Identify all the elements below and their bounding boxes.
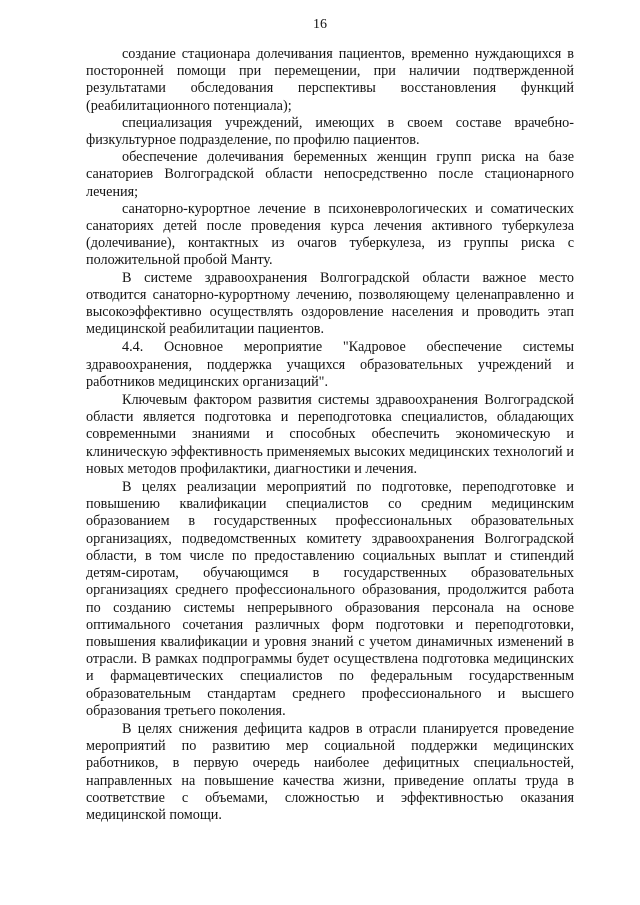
paragraph-specialization: специализация учреждений, имеющих в своем составе врачебно-физкультурное подразделение, по профилю пациентов. (86, 114, 574, 149)
paragraph-key-factor: Ключевым фактором развития системы здравоохранения Волгоградской области является подготовка и переподготовка специалистов, обладающих современными знаниями и способных обеспечить экономическую и клиническую эффективность применяемых высоких медицинских технологий и новых методов профилактики, диагностики и лечения. (86, 392, 574, 477)
paragraph-sanatorium-resort: В системе здравоохранения Волгоградской области важное место отводится санаторно-курортному лечению, позволяющему целенаправленно и высокоэффективно осуществлять оздоровление населения и проводить этап медицинской реабилитации пациентов. (86, 269, 574, 338)
paragraph-staff-deficit: В целях снижения дефицита кадров в отрасли планируется проведение мероприятий по развитию мер социальной поддержки медицинских работников, в первую очередь наиболее дефицитных специальностей, направленных на повышение качества жизни, приведение оплаты труда в соответствие с объемами, сложностью и эффективностью оказания медицинской помощи. (86, 720, 574, 823)
paragraph-sanatorium-children: санаторно-курортное лечение в психоневрологических и соматических санаториях детей после проведения курса лечения активного туберкулеза (долечивание), контактных из очагов туберкулеза, из группы риска с положительной пробой Манту. (86, 200, 574, 269)
paragraph-training-measures: В целях реализации мероприятий по подготовке, переподготовке и повышению квалификации специалистов со средним медицинским образованием в государственных профессиональных образовательных организациях, подведомственных комитету здравоохранения Волгоградской области, в том числе по предоставлению социальных выплат и стипендий детям-сиротам, обучающимся в государственных образовательных организациях среднего профессионального образования, продолжится работа по созданию системы непрерывного образования персонала на основе оптимального сочетания различных форм подготовки и переподготовки, повышения квалификации и уровня знаний с учетом динамичных изменений в отрасли. В рамках подпрограммы будет осуществлена подготовка медицинских и фармацевтических специалистов по федеральным государственным образовательным стандартам среднего профессионального и высшего образования третьего поколения. (86, 479, 574, 719)
paragraph-stationary-aftercare: создание стационара долечивания пациентов, временно нуждающихся в посторонней помощи при перемещении, при наличии подтвержденной результатами обследования перспективы восстановления функций (реабилитационного потенциала); (86, 46, 574, 114)
document-body (86, 46, 574, 824)
paragraph-pregnant-aftercare: обеспечение долечивания беременных женщин групп риска на базе санаториев Волгоградской области непосредственно после стационарного лечения; (86, 149, 574, 200)
page-number: 16 (313, 17, 327, 32)
section-heading-4-4: 4.4. Основное мероприятие "Кадровое обеспечение системы здравоохранения, поддержка учащихся образовательных учреждений и работников медицинских организаций". (86, 339, 574, 390)
